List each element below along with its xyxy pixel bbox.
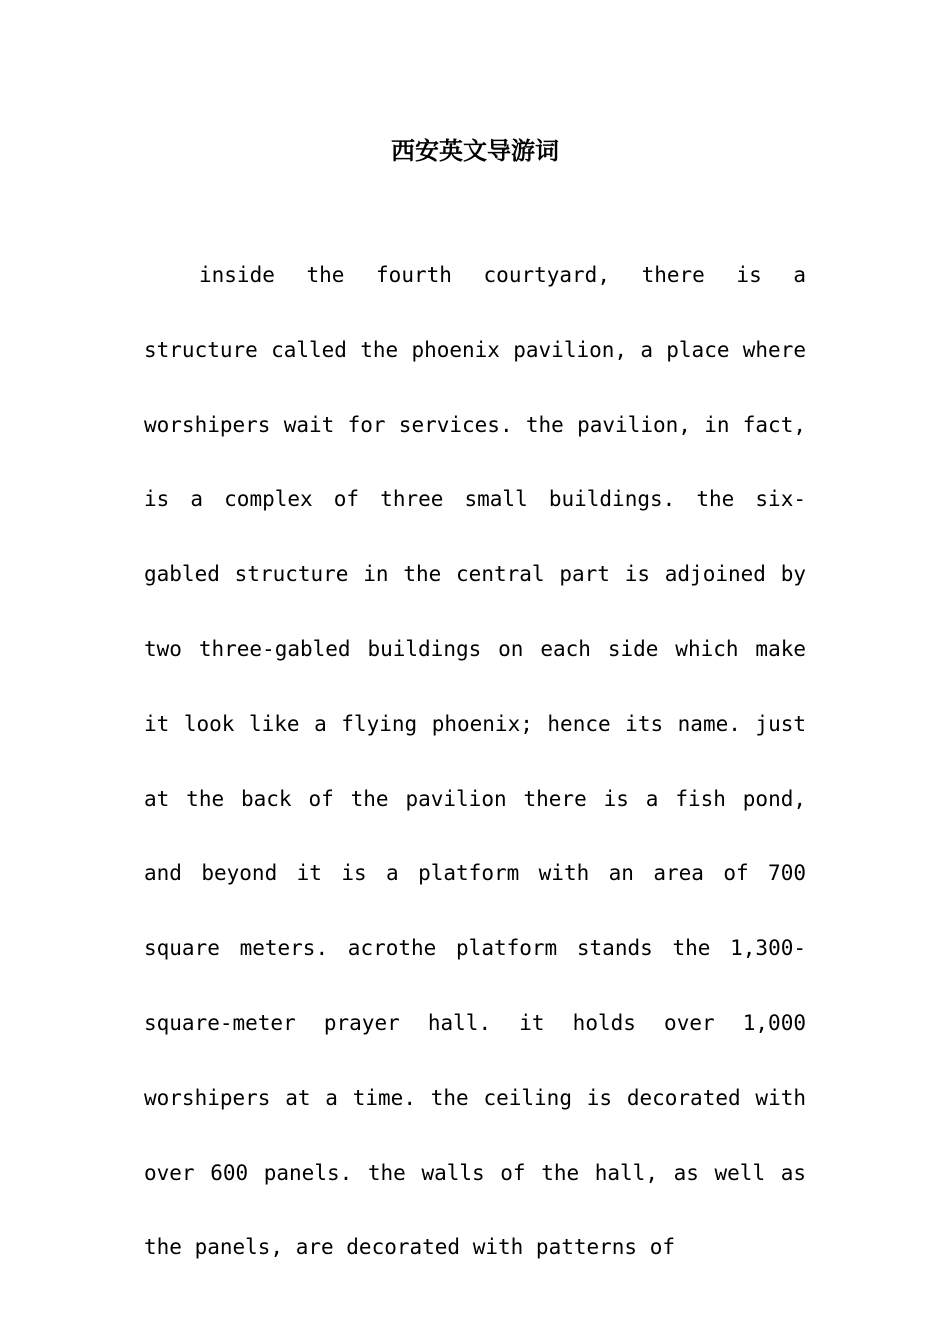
body-paragraph: inside the fourth courtyard, there is a structure called the phoenix pavilion, a place where worshipers wait for services. the pavilion, in fact, is a complex of three small buildings. the six-gabled structure in the central part is adjoined by two three-gabled buildings on each side which make it look like a flying phoenix; hence its name. just at the back of the pavilion there is a fish pond, and beyond it is a platform with an area of 700 square meters. acrothe platform stands the 1,300-square-meter prayer hall. it holds over 1,000 worshipers at a time. the ceiling is decorated with over 600 panels. the walls of the hall, as well as the panels, are decorated with patterns of	[144, 263, 806, 1260]
document-title: 西安英文导游词	[391, 136, 559, 165]
